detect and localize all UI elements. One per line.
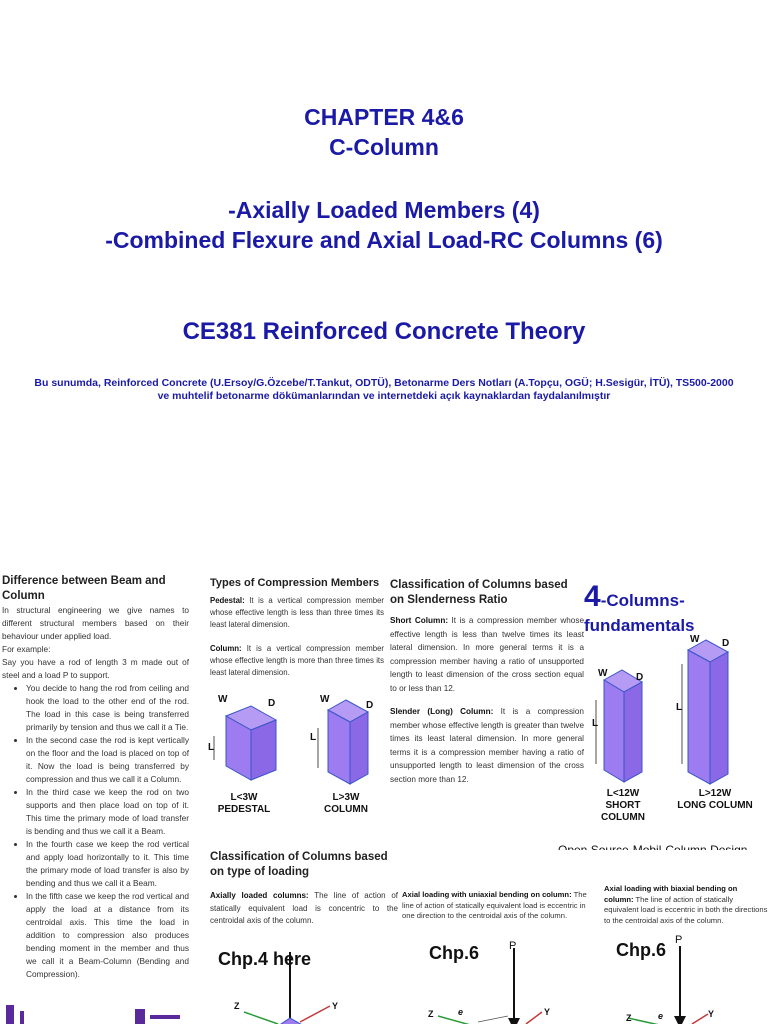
sources-line-1: Bu sunumda, Reinforced Concrete (U.Ersoy/G.Özcebe/T.Tankut, ODTÜ), Betonarme Ders Notları (A.Topçu, OGÜ; H.Sesigür, İTÜ), TS500-2000: [34, 377, 734, 389]
short-dim-d: D: [636, 672, 644, 683]
pedestal-dim-d: D: [268, 698, 276, 709]
column-ratio: L>3W: [332, 792, 360, 803]
sources-line-2: ve muhtelif betonarme dökümanlarından ve internetdeki açık kaynaklardan faydalanılmıştır: [157, 390, 611, 402]
eccentricity-biaxial: e: [658, 1011, 664, 1021]
column-label: COLUMN: [324, 804, 368, 815]
uniaxial-definition: [402, 890, 590, 922]
short-column-text: It is a compression member whose effective length is less than twelve times its least lateral dimension. In more general terms it is a compression member having a ratio of unsupported length to least dimension of the cross section equal to or less than 12.: [390, 616, 584, 693]
course-title: CE381 Reinforced Concrete Theory: [182, 318, 586, 345]
short-dim-w: W: [598, 668, 608, 679]
cases-list: [2, 682, 189, 981]
axis-y-uniaxial: Y: [544, 1007, 551, 1017]
chapter-title: CHAPTER 4&6: [304, 104, 464, 130]
column-caption: [316, 792, 376, 816]
panel-beam-vs-column: [0, 574, 203, 1024]
panel-compression-types: [206, 576, 386, 822]
long-ratio: L>12W: [698, 788, 732, 799]
loading-diagrams: [208, 934, 768, 1024]
fundamentals-title-text: -Columns-fundamentals: [584, 591, 695, 635]
column-dim-w: W: [320, 694, 330, 705]
topic-axially-loaded: -Axially Loaded Members (4): [228, 197, 540, 223]
pedestal-ratio: L<3W: [230, 792, 258, 803]
long-dim-l: L: [676, 702, 683, 713]
column-dim-l: L: [310, 732, 317, 743]
chapter-6-note-uniaxial: Chp.6: [429, 943, 480, 963]
long-dim-d: D: [722, 638, 730, 649]
panel-slenderness: [388, 578, 584, 828]
list-item: • In the second case the rod is kept vertically on the floor and the load is placed on top of it. Now the load is being transferred by compression and thus we call it a Column.: [26, 734, 189, 786]
pedestal-term: Pedestal:: [210, 596, 245, 605]
example-label: For example:: [2, 644, 51, 654]
short-name: SHORT COLUMN: [601, 800, 645, 820]
axis-y-axial: Y: [332, 1001, 339, 1011]
rod-sketch: [0, 999, 203, 1024]
intro-text: In structural engineering we give names to different structural members based on their behaviour under applied load.: [2, 605, 189, 641]
long-column-text: It is a compression member whose effective length is greater than twelve times its least lateral dimension. In more general terms it is a compression member having a ratio of unsupported length to least dimension of the cross section more than 12.: [390, 707, 584, 784]
axial-term: Axially loaded columns:: [210, 891, 309, 900]
pedestal-dim-w: W: [218, 694, 228, 705]
list-item: • In the fifth case we keep the rod vertical and apply the load at a distance from its centroidal axis. This time the load in addition to compression also produces bending moment in the member and thus we call it a Beam-Column (Bending and Compression).: [26, 890, 189, 981]
panel-compression-body: [206, 591, 386, 679]
column-dim-d: D: [366, 700, 374, 711]
long-column-caption: [676, 788, 754, 812]
pedestal-label: PEDESTAL: [217, 804, 271, 815]
panel-loading-types: [208, 850, 768, 1024]
chapter-subtitle: C-Column: [329, 134, 439, 160]
axial-text: The line of action of statically equivalent load is concentric to the centroidal axis of the column.: [210, 891, 399, 925]
short-column-term: Short Column:: [390, 616, 449, 625]
column-text: It is a vertical compression member whose effective length is more than three times its least lateral dimension.: [210, 644, 385, 677]
load-p-biaxial: P: [675, 934, 683, 946]
panel-beam-vs-column-heading: Difference between Beam and Column: [2, 575, 166, 602]
long-dim-w: W: [690, 634, 700, 645]
topic-block: [0, 195, 768, 255]
biaxial-term: Axial loading with biaxial bending on column:: [604, 884, 738, 904]
axis-y-biaxial: Y: [708, 1009, 715, 1019]
panel-fundamentals: [584, 584, 768, 820]
axis-z-uniaxial: Z: [428, 1009, 434, 1019]
short-long-column-figure: [584, 634, 768, 814]
load-p-uniaxial: P: [509, 940, 517, 952]
pedestal-text: It is a vertical compression member whose effective length is less than three times its least lateral dimension.: [210, 596, 384, 629]
biaxial-definition: [604, 884, 768, 926]
topic-combined-flexure: -Combined Flexure and Axial Load-RC Columns (6): [105, 227, 663, 253]
uniaxial-term: Axial loading with uniaxial bending on column:: [402, 890, 572, 899]
fundamentals-title: [584, 584, 768, 638]
short-column-caption: [584, 788, 662, 820]
long-column-definition: [390, 705, 584, 786]
list-item: • In the third case we keep the rod on two supports and then place load on top of it. This time the primary mode of load transfer is bending and thus we call it a Beam.: [26, 786, 189, 838]
long-column-term: Slender (Long) Column:: [390, 707, 494, 716]
chapter-6-note-biaxial: Chp.6: [616, 940, 667, 960]
uniaxial-text: The line of action of statically equivalent load is eccentric in one direction to the centroidal axis of the column.: [402, 890, 587, 920]
column-definition: [210, 643, 384, 679]
sources-note: [20, 377, 748, 403]
chapter-title-block: [0, 102, 768, 162]
axis-z-axial: Z: [234, 1001, 240, 1011]
pedestal-definition: [210, 595, 384, 631]
axial-definition: [210, 890, 398, 928]
panel-loading-heading: Classification of Columns based on type of loading: [210, 851, 388, 878]
panel-slenderness-heading: Classification of Columns based on Slenderness Ratio: [390, 579, 568, 606]
example-text: Say you have a rod of length 3 m made out of steel and a load P to support.: [2, 657, 189, 680]
list-item: • You decide to hang the rod from ceiling and hook the load to the other end of the rod. The load in this case is being transferred primarily by tension and thus we call it a Tie.: [26, 682, 189, 734]
short-column-definition: [390, 614, 584, 695]
fundamentals-number: 4: [584, 584, 601, 613]
panel-compression-heading: Types of Compression Members: [210, 577, 380, 589]
chapter-4-note: Chp.4 here: [218, 949, 312, 969]
axis-z-biaxial: Z: [626, 1013, 632, 1023]
long-name: LONG COLUMN: [677, 800, 753, 811]
column-term: Column:: [210, 644, 242, 653]
eccentricity-uniaxial: e: [458, 1007, 464, 1017]
short-ratio: L<12W: [606, 788, 640, 799]
panel-beam-vs-column-body: [0, 604, 203, 981]
pedestal-caption: [214, 792, 274, 816]
list-item: • In the fourth case we keep the rod vertical and apply load horizontally to it. This time the primary mode of load transfer is also by bending and thus we call it a Beam.: [26, 838, 189, 890]
biaxial-text: The line of action of statically equivalent load is eccentric in both the directions to the centroidal axis of the column.: [604, 894, 768, 925]
short-dim-l: L: [592, 718, 599, 729]
pedestal-dim-l: L: [208, 742, 215, 753]
panel-slenderness-body: [388, 608, 584, 786]
